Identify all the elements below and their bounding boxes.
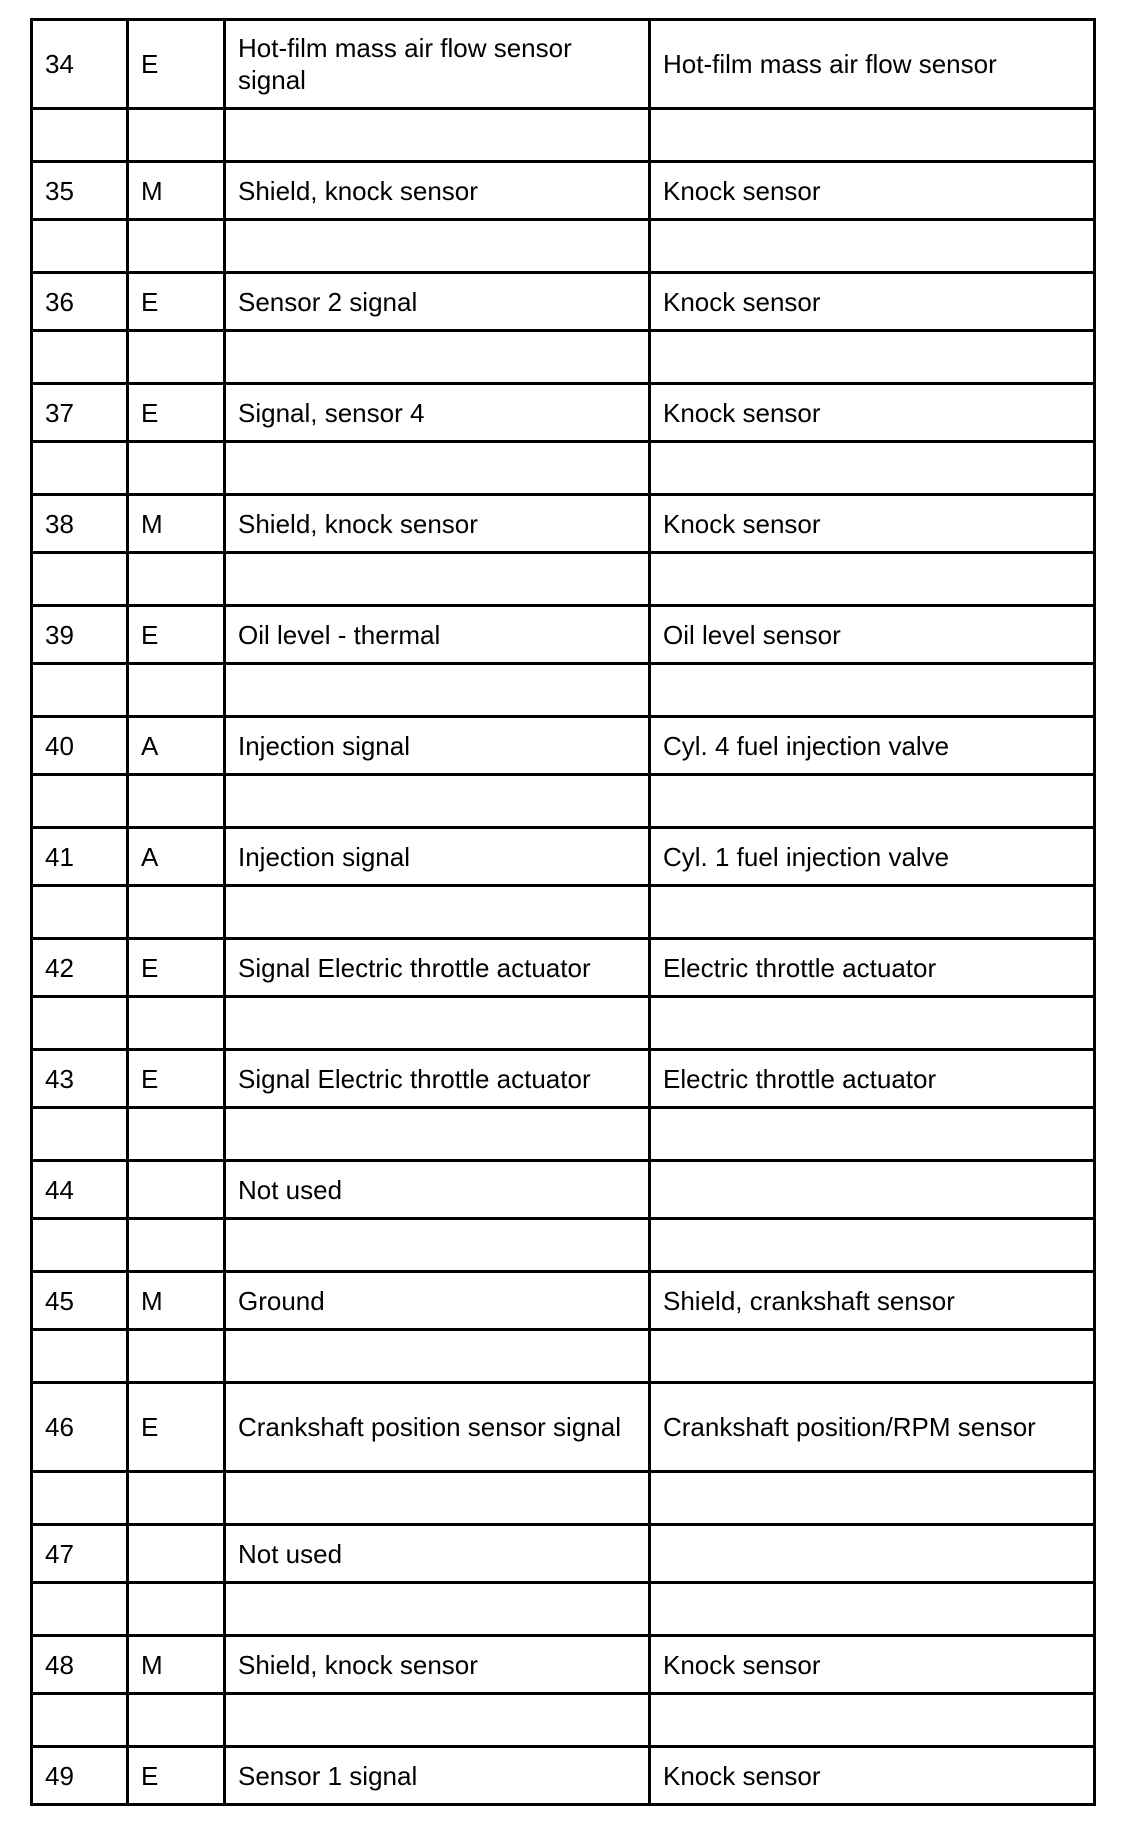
pin-cell: 35	[32, 162, 128, 220]
spacer-row	[32, 997, 1095, 1050]
empty-cell	[32, 1694, 128, 1747]
description-cell: Shield, knock sensor	[225, 1636, 650, 1694]
empty-cell	[225, 664, 650, 717]
type-cell: E	[128, 606, 225, 664]
empty-cell	[128, 220, 225, 273]
empty-cell	[650, 1219, 1095, 1272]
spacer-row	[32, 1219, 1095, 1272]
component-cell: Cyl. 4 fuel injection valve	[650, 717, 1095, 775]
empty-cell	[32, 1108, 128, 1161]
description-cell: Shield, knock sensor	[225, 495, 650, 553]
component-cell: Hot-film mass air flow sensor	[650, 20, 1095, 109]
empty-cell	[128, 775, 225, 828]
empty-cell	[32, 109, 128, 162]
component-cell	[650, 1161, 1095, 1219]
pin-assignment-table	[30, 18, 1096, 1806]
description-cell: Hot-film mass air flow sensor signal	[225, 20, 650, 109]
component-cell	[650, 1525, 1095, 1583]
spacer-row	[32, 220, 1095, 273]
empty-cell	[32, 220, 128, 273]
pin-cell: 48	[32, 1636, 128, 1694]
empty-cell	[225, 220, 650, 273]
empty-cell	[225, 886, 650, 939]
pin-table-body	[32, 20, 1095, 1805]
table-row	[32, 1050, 1095, 1108]
description-cell: Crankshaft position sensor signal	[225, 1383, 650, 1472]
empty-cell	[225, 1694, 650, 1747]
component-cell: Knock sensor	[650, 162, 1095, 220]
description-cell: Sensor 1 signal	[225, 1747, 650, 1805]
pin-cell: 34	[32, 20, 128, 109]
table-row	[32, 1383, 1095, 1472]
empty-cell	[128, 1219, 225, 1272]
table-row	[32, 939, 1095, 997]
pin-cell: 44	[32, 1161, 128, 1219]
pin-cell: 42	[32, 939, 128, 997]
component-cell: Shield, crankshaft sensor	[650, 1272, 1095, 1330]
table-row	[32, 1525, 1095, 1583]
table-row	[32, 1636, 1095, 1694]
empty-cell	[32, 997, 128, 1050]
spacer-row	[32, 442, 1095, 495]
empty-cell	[32, 1583, 128, 1636]
table-row	[32, 20, 1095, 109]
spacer-row	[32, 1108, 1095, 1161]
table-row	[32, 828, 1095, 886]
spacer-row	[32, 553, 1095, 606]
pin-cell: 45	[32, 1272, 128, 1330]
table-row	[32, 384, 1095, 442]
pin-cell: 37	[32, 384, 128, 442]
empty-cell	[32, 1330, 128, 1383]
empty-cell	[32, 442, 128, 495]
spacer-row	[32, 1472, 1095, 1525]
component-cell: Electric throttle actuator	[650, 1050, 1095, 1108]
empty-cell	[225, 1472, 650, 1525]
pin-cell: 41	[32, 828, 128, 886]
pin-cell: 40	[32, 717, 128, 775]
empty-cell	[650, 775, 1095, 828]
empty-cell	[32, 331, 128, 384]
description-cell: Ground	[225, 1272, 650, 1330]
table-row	[32, 1747, 1095, 1805]
type-cell: E	[128, 1747, 225, 1805]
pin-cell: 43	[32, 1050, 128, 1108]
type-cell: M	[128, 1272, 225, 1330]
type-cell: E	[128, 273, 225, 331]
table-row	[32, 717, 1095, 775]
spacer-row	[32, 1330, 1095, 1383]
empty-cell	[32, 553, 128, 606]
empty-cell	[225, 1330, 650, 1383]
type-cell: A	[128, 828, 225, 886]
type-cell: E	[128, 384, 225, 442]
table-row	[32, 273, 1095, 331]
description-cell: Signal, sensor 4	[225, 384, 650, 442]
component-cell: Knock sensor	[650, 1747, 1095, 1805]
description-cell: Shield, knock sensor	[225, 162, 650, 220]
pin-cell: 46	[32, 1383, 128, 1472]
empty-cell	[225, 997, 650, 1050]
empty-cell	[225, 553, 650, 606]
spacer-row	[32, 664, 1095, 717]
empty-cell	[225, 331, 650, 384]
empty-cell	[32, 775, 128, 828]
empty-cell	[650, 1694, 1095, 1747]
description-cell: Oil level - thermal	[225, 606, 650, 664]
type-cell	[128, 1161, 225, 1219]
empty-cell	[650, 331, 1095, 384]
empty-cell	[32, 1219, 128, 1272]
pin-cell: 39	[32, 606, 128, 664]
component-cell: Knock sensor	[650, 1636, 1095, 1694]
spacer-row	[32, 1694, 1095, 1747]
empty-cell	[225, 442, 650, 495]
type-cell	[128, 1525, 225, 1583]
type-cell: M	[128, 495, 225, 553]
empty-cell	[650, 1108, 1095, 1161]
table-row	[32, 606, 1095, 664]
description-cell: Signal Electric throttle actuator	[225, 939, 650, 997]
component-cell: Electric throttle actuator	[650, 939, 1095, 997]
empty-cell	[32, 664, 128, 717]
type-cell: M	[128, 1636, 225, 1694]
component-cell: Knock sensor	[650, 495, 1095, 553]
pin-cell: 36	[32, 273, 128, 331]
empty-cell	[650, 1583, 1095, 1636]
empty-cell	[225, 1583, 650, 1636]
type-cell: E	[128, 1050, 225, 1108]
empty-cell	[225, 775, 650, 828]
empty-cell	[650, 442, 1095, 495]
empty-cell	[128, 664, 225, 717]
empty-cell	[32, 886, 128, 939]
description-cell: Injection signal	[225, 828, 650, 886]
component-cell: Knock sensor	[650, 273, 1095, 331]
type-cell: A	[128, 717, 225, 775]
empty-cell	[650, 1472, 1095, 1525]
type-cell: M	[128, 162, 225, 220]
type-cell: E	[128, 20, 225, 109]
spacer-row	[32, 331, 1095, 384]
spacer-row	[32, 1583, 1095, 1636]
component-cell: Cyl. 1 fuel injection valve	[650, 828, 1095, 886]
empty-cell	[128, 1472, 225, 1525]
pin-cell: 47	[32, 1525, 128, 1583]
empty-cell	[128, 886, 225, 939]
empty-cell	[650, 553, 1095, 606]
empty-cell	[225, 109, 650, 162]
empty-cell	[650, 664, 1095, 717]
table-row	[32, 1272, 1095, 1330]
spacer-row	[32, 775, 1095, 828]
table-row	[32, 162, 1095, 220]
component-cell: Oil level sensor	[650, 606, 1095, 664]
component-cell: Knock sensor	[650, 384, 1095, 442]
empty-cell	[128, 331, 225, 384]
component-cell: Crankshaft position/RPM sensor	[650, 1383, 1095, 1472]
spacer-row	[32, 886, 1095, 939]
empty-cell	[128, 553, 225, 606]
empty-cell	[128, 442, 225, 495]
empty-cell	[128, 1583, 225, 1636]
pin-cell: 49	[32, 1747, 128, 1805]
empty-cell	[650, 109, 1095, 162]
empty-cell	[128, 1330, 225, 1383]
empty-cell	[225, 1219, 650, 1272]
empty-cell	[128, 997, 225, 1050]
empty-cell	[650, 1330, 1095, 1383]
description-cell: Sensor 2 signal	[225, 273, 650, 331]
table-row	[32, 495, 1095, 553]
empty-cell	[225, 1108, 650, 1161]
description-cell: Signal Electric throttle actuator	[225, 1050, 650, 1108]
empty-cell	[128, 1694, 225, 1747]
empty-cell	[650, 886, 1095, 939]
type-cell: E	[128, 1383, 225, 1472]
empty-cell	[650, 997, 1095, 1050]
pin-cell: 38	[32, 495, 128, 553]
description-cell: Not used	[225, 1161, 650, 1219]
description-cell: Injection signal	[225, 717, 650, 775]
empty-cell	[32, 1472, 128, 1525]
table-row	[32, 1161, 1095, 1219]
empty-cell	[650, 220, 1095, 273]
spacer-row	[32, 109, 1095, 162]
empty-cell	[128, 1108, 225, 1161]
description-cell: Not used	[225, 1525, 650, 1583]
empty-cell	[128, 109, 225, 162]
type-cell: E	[128, 939, 225, 997]
